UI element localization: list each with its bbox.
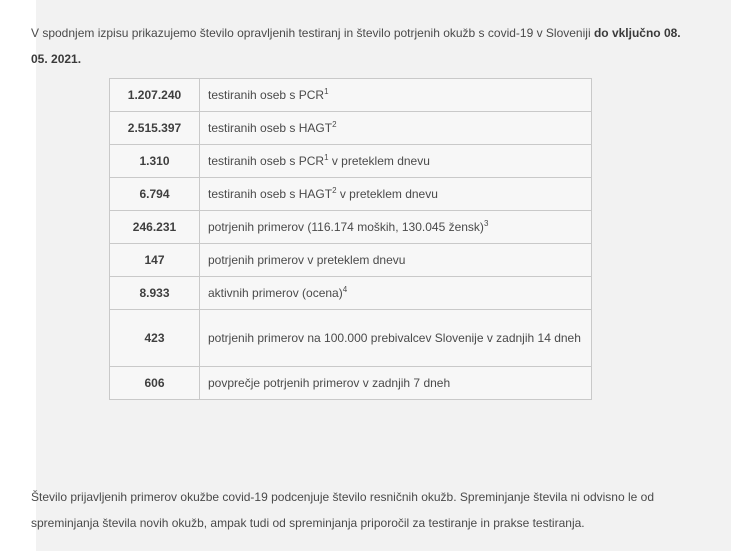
statistics-table [109,78,592,400]
intro-date: do vključno 08. 05. 2021. [31,26,681,66]
row-description: aktivnih primerov (ocena)$^4$ [200,277,592,310]
table-row [110,145,592,178]
row-value: 147 [110,244,200,277]
row-description: testiranih oseb s PCR$^1$ [200,79,592,112]
table-row [110,277,592,310]
row-value: 1.207.240 [110,79,200,112]
intro-paragraph [31,20,691,72]
disclaimer-paragraph: Število prijavljenih primerov okužbe covid-19 podcenjuje število resničnih okužb. Spreminjanje števila ni odvisno le od spreminjanja števila novih okužb, ampak tudi od spreminjanja priporočil za testiranje in prakse testiranja. [31,490,654,530]
table-row [110,310,592,367]
table-row [110,79,592,112]
row-value: 246.231 [110,211,200,244]
row-description: povprečje potrjenih primerov v zadnjih 7 dneh [200,367,592,400]
table-row [110,178,592,211]
table-row [110,112,592,145]
row-description: potrjenih primerov na 100.000 prebivalcev Slovenije v zadnjih 14 dneh [200,310,592,367]
intro-text: V spodnjem izpisu prikazujemo število opravljenih testiranj in število potrjenih okužb s covid-19 v Sloveniji [31,26,594,40]
row-description: testiranih oseb s PCR$^1$ v preteklem dnevu [200,145,592,178]
row-value: 1.310 [110,145,200,178]
row-description: testiranih oseb s HAGT$^2$ v preteklem dnevu [200,178,592,211]
table-row [110,244,592,277]
table-row [110,367,592,400]
row-description: testiranih oseb s HAGT$^2$ [200,112,592,145]
row-description: potrjenih primerov v preteklem dnevu [200,244,592,277]
row-value: 606 [110,367,200,400]
row-value: 2.515.397 [110,112,200,145]
row-value: 423 [110,310,200,367]
row-value: 6.794 [110,178,200,211]
row-description: potrjenih primerov (116.174 moških, 130.045 žensk)$^3$ [200,211,592,244]
table-row [110,211,592,244]
row-value: 8.933 [110,277,200,310]
